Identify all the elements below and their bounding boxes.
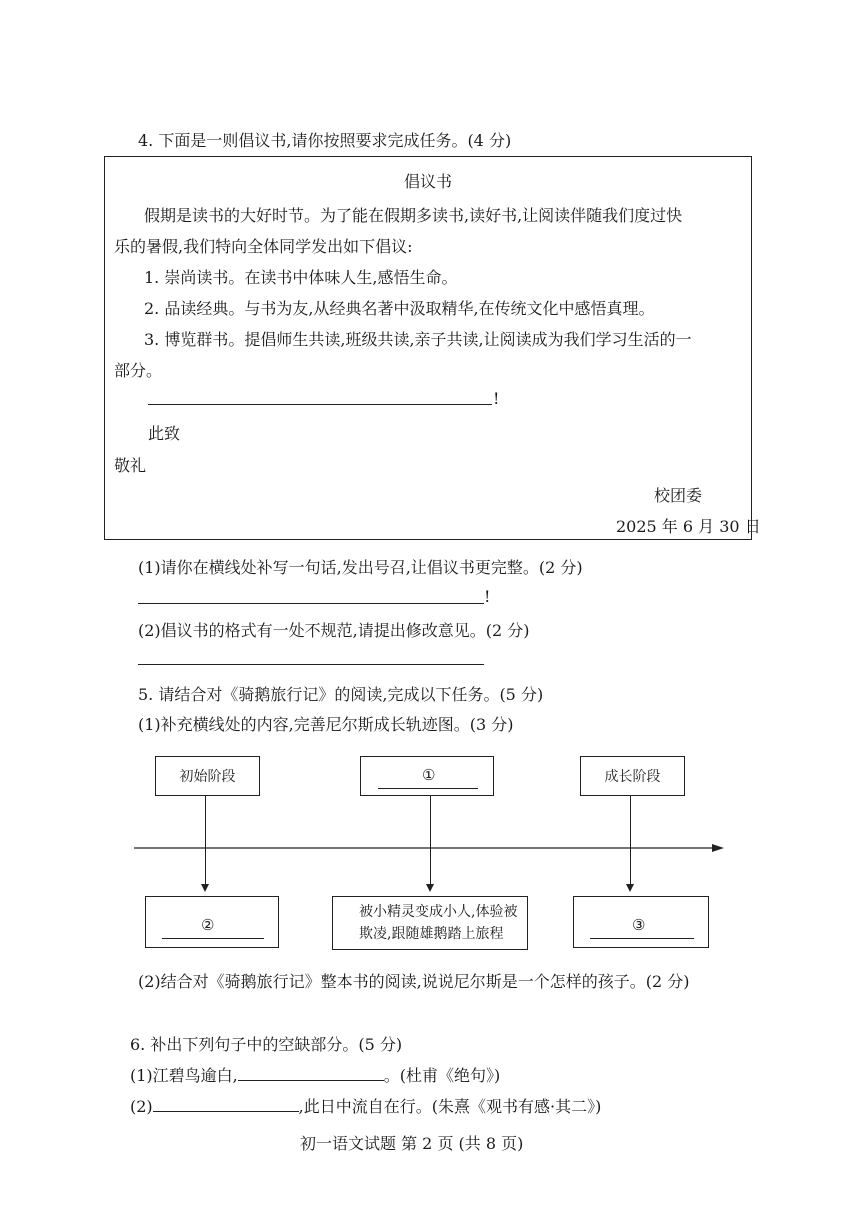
letter-item-3-line2: 部分。 xyxy=(114,361,163,380)
q6-title: 6. 补出下列句子中的空缺部分。(5 分) xyxy=(130,1035,403,1054)
letter-closing-2: 敬礼 xyxy=(114,456,147,475)
q5-sub1: (1)补充横线处的内容,完善尼尔斯成长轨迹图。(3 分) xyxy=(138,715,514,734)
stage-initial-box xyxy=(155,756,260,796)
connector-middle xyxy=(430,796,431,884)
blank-1-marker: ① xyxy=(422,766,436,784)
q6-line1-suffix: 。(杜甫《绝句》) xyxy=(383,1066,501,1085)
letter-paragraph-line1: 假期是读书的大好时节。为了能在假期多读书,读好书,让阅读伴随我们度过快 xyxy=(144,206,683,225)
blank-2-marker: ② xyxy=(201,916,215,934)
arrow-right-icon xyxy=(626,884,634,892)
q4-sub1-answer-line[interactable] xyxy=(138,603,484,604)
stage-growth-label: 成长阶段 xyxy=(604,769,661,785)
letter-fill-blank[interactable] xyxy=(148,404,492,405)
blank-3-line[interactable] xyxy=(590,938,694,939)
blank-1-line[interactable] xyxy=(378,788,478,789)
letter-paragraph-line2: 乐的暑假,我们特向全体同学发出如下倡议: xyxy=(114,237,413,256)
letter-signer: 校团委 xyxy=(654,486,703,505)
q4-sub1: (1)请你在横线处补写一句话,发出号召,让倡议书更完整。(2 分) xyxy=(138,558,583,577)
q4-sub2-answer-line[interactable] xyxy=(138,664,484,665)
letter-heading: 倡议书 xyxy=(404,172,453,191)
q6-line1 xyxy=(130,1063,500,1086)
letter-item-3-line1: 3. 博览群书。提倡师生共读,班级共读,亲子共读,让阅读成为我们学习生活的一 xyxy=(144,330,692,349)
connector-left xyxy=(205,796,206,884)
arrow-left-icon xyxy=(201,884,209,892)
stage-initial-label: 初始阶段 xyxy=(179,769,236,785)
stage-growth-box xyxy=(580,756,685,796)
connector-right xyxy=(630,796,631,884)
q6-line2-suffix: ,此日中流自在行。(朱熹《观书有感·其二》) xyxy=(298,1097,602,1116)
q4-sub1-exclamation: ! xyxy=(484,587,491,606)
result-middle-line2: 欺凌,跟随雄鹅踏上旅程 xyxy=(359,926,504,942)
q4-sub2: (2)倡议书的格式有一处不规范,请提出修改意见。(2 分) xyxy=(138,621,530,640)
q6-blank-1[interactable] xyxy=(238,1064,384,1081)
q6-blank-2[interactable] xyxy=(153,1095,299,1112)
q4-title: 4. 下面是一则倡议书,请你按照要求完成任务。(4 分) xyxy=(138,131,512,150)
q6-line1-prefix: (1)江碧鸟逾白, xyxy=(130,1066,238,1085)
blank-2-line[interactable] xyxy=(162,938,264,939)
letter-date: 2025 年 6 月 30 日 xyxy=(616,517,761,536)
q5-title: 5. 请结合对《骑鹅旅行记》的阅读,完成以下任务。(5 分) xyxy=(138,685,544,704)
result-middle-box xyxy=(332,896,528,950)
blank-3-marker: ③ xyxy=(632,916,646,934)
arrow-middle-icon xyxy=(426,884,434,892)
letter-closing-1: 此致 xyxy=(148,424,181,443)
q5-sub2: (2)结合对《骑鹅旅行记》整本书的阅读,说说尼尔斯是一个怎样的孩子。(2 分) xyxy=(138,972,690,991)
letter-item-1: 1. 崇尚读书。在读书中体味人生,感悟生命。 xyxy=(144,268,458,287)
q6-line2-prefix: (2) xyxy=(130,1097,153,1116)
letter-item-2: 2. 品读经典。与书为友,从经典名著中汲取精华,在传统文化中感悟真理。 xyxy=(144,299,655,318)
letter-blank-exclamation: ! xyxy=(493,389,500,408)
result-middle-line1: 被小精灵变成小人,体验被 xyxy=(359,904,518,920)
q6-line2 xyxy=(130,1094,601,1117)
page-footer: 初一语文试题 第 2 页 (共 8 页) xyxy=(300,1134,524,1153)
